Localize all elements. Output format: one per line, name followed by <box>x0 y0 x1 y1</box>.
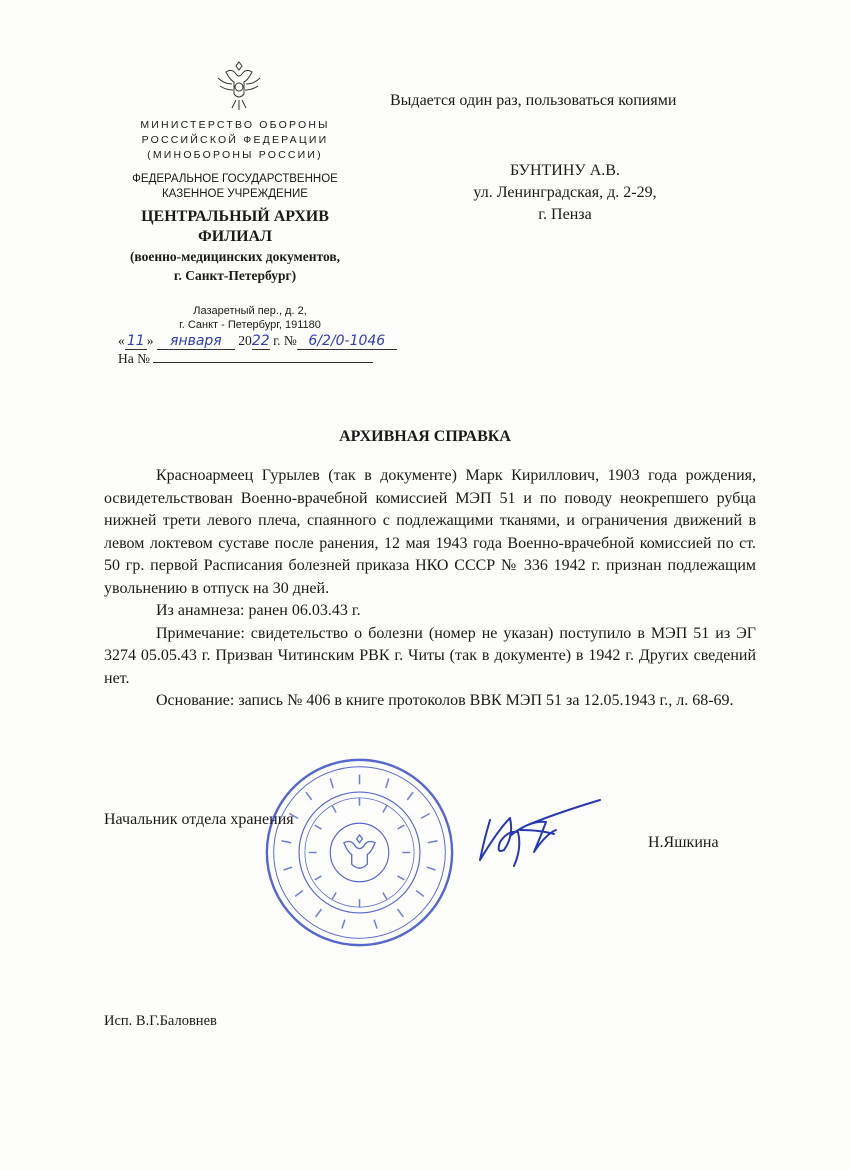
body-paragraph: Основание: запись № 406 в книге протоколов ВВК МЭП 51 за 12.05.1943 г., л. 68-69. <box>156 692 734 709</box>
recipient-city: г. Пенза <box>538 206 592 223</box>
body-paragraph: Примечание: свидетельство о болезни (номер не указан) поступило в МЭП 51 из ЭГ 3274 05.05.43 г. Призван Читинским РВК г. Читы (так в документе) в 1942 г. Других сведений нет. <box>104 624 756 687</box>
archive-name <box>95 207 375 247</box>
signature-position: Начальник отдела хранения <box>104 811 294 828</box>
signer-name: Н.Яшкина <box>648 834 719 851</box>
ministry-line: (МИНОБОРОНЫ РОССИИ) <box>147 149 323 161</box>
ministry-line: МИНИСТЕРСТВО ОБОРОНЫ <box>140 119 330 131</box>
recipient-block <box>440 160 690 226</box>
document-title: АРХИВНАЯ СПРАВКА <box>339 428 511 445</box>
body-paragraph: Из анамнеза: ранен 06.03.43 г. <box>156 602 361 619</box>
number-label: № <box>283 333 297 348</box>
branch-line: (военно-медицинских документов, <box>129 249 341 264</box>
branch-name <box>95 247 375 285</box>
institution-type <box>100 172 370 202</box>
date-year-word: г. <box>273 333 281 348</box>
issued-note: Выдается один раз, пользоваться копиями <box>390 92 677 109</box>
archive-line: ЦЕНТРАЛЬНЫЙ АРХИВ <box>141 208 329 225</box>
ministry-line: РОССИЙСКОЙ ФЕДЕРАЦИИ <box>141 134 329 146</box>
emblem-icon <box>214 58 264 114</box>
date-day: 11 <box>125 333 147 350</box>
date-year-suffix: 22 <box>251 333 270 349</box>
date-year-prefix: 20 <box>238 333 252 348</box>
reply-blank <box>153 362 373 363</box>
date-month: января <box>157 333 235 350</box>
recipient-street: ул. Ленинградская, д. 2-29, <box>473 184 657 201</box>
signature <box>470 790 610 875</box>
recipient-name: БУНТИНУ А.В. <box>510 162 620 179</box>
reply-reference <box>118 351 373 367</box>
institution-line: КАЗЕННОЕ УЧРЕЖДЕНИЕ <box>162 188 308 200</box>
ministry-block <box>100 118 370 163</box>
address-line: г. Санкт - Петербург, 191180 <box>179 319 321 331</box>
executor: Исп. В.Г.Баловнев <box>104 1013 217 1029</box>
official-stamp <box>262 755 457 950</box>
sender-address <box>120 304 380 332</box>
address-line: Лазаретный пер., д. 2, <box>193 305 307 317</box>
ref-number: 6/2/0-1046 <box>297 333 397 350</box>
archive-line: ФИЛИАЛ <box>197 228 273 245</box>
reply-label: На № <box>118 351 150 366</box>
institution-line: ФЕДЕРАЛЬНОЕ ГОСУДАРСТВЕННОЕ <box>132 173 338 185</box>
body-paragraph: Красноармеец Гурылев (так в документе) Марк Кириллович, 1903 года рождения, освидетельствован Военно-врачебной комиссией МЭП 51 и по поводу неокрепшего рубца нижней трети левого плеча, спаянного с подлежащими тканями, и ограничения движений в левом локтевом суставе после ранения, 12 мая 1943 года Военно-врачебной комиссией по ст. 50 гр. первой Расписания болезней приказа НКО СССР № 336 1942 г. признан подлежащим увольнению в отпуск на 30 дней. <box>104 467 756 597</box>
branch-line: г. Санкт-Петербург) <box>173 268 297 283</box>
date-number-line: « 11 » января 2022 г. № 6/2/0-1046 <box>118 333 397 350</box>
document-body <box>104 465 756 713</box>
